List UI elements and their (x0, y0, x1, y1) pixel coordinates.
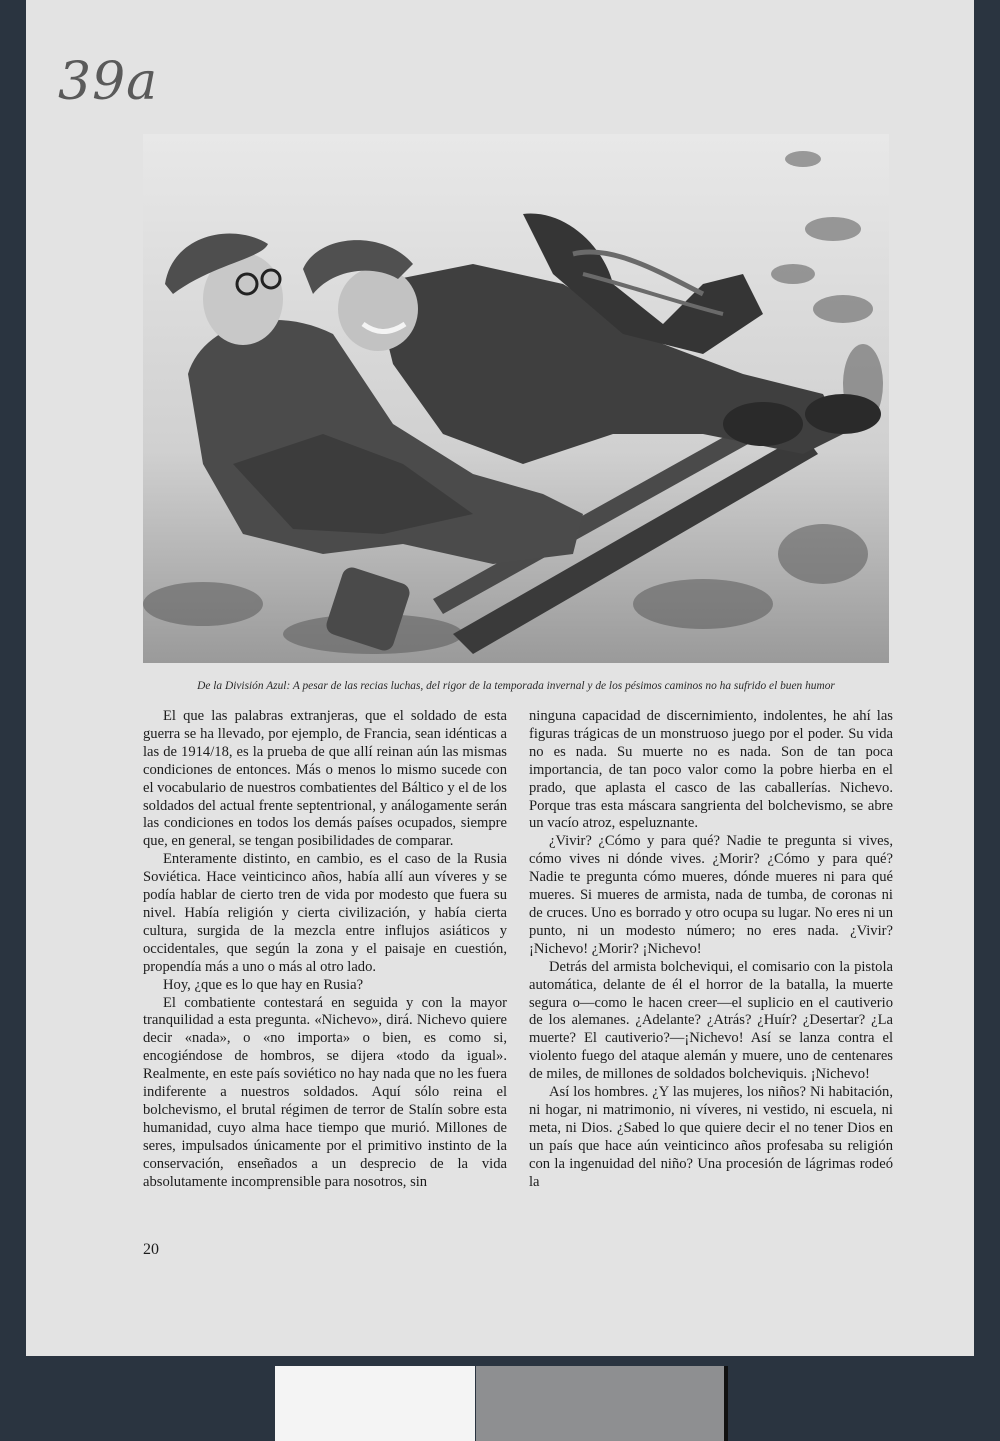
paragraph: El combatiente contestará en seguida y con la mayor tranquilidad a esta pregunta. «Nichevo», dirá. Nichevo quiere decir «nada», o «no importa» o bien, es como si, encogiéndose de hombros, se dijera «todo da igual». Realmente, en este país soviético no hay nada que no les fuera indiferente a nuestros soldados. Aquí sólo reina el bolchevismo, el brutal régimen de terror de Stalín sobre esta humanidad, cuyo alma hace tiempo que murió. Millones de seres, impulsados únicamente por el primitivo instinto de la conservación, enseñados a un desprecio de la vida absolutamente incomprensible para nosotros, sin (143, 994, 507, 1190)
paragraph: Enteramente distinto, en cambio, es el caso de la Rusia Soviética. Hace veinticinco años, había allí aun víveres y se podía hablar de cierto tren de vida por modesto que fuera su nivel. Había religión y cierta civilización, y había cierta cultura, surgida de la mezcla entre influjos asiáticos y occidentales, que según la zona y el paisaje en cuestión, propendía más a uno o más al otro lado. (143, 851, 507, 975)
paragraph: ninguna capacidad de discernimiento, indolentes, he ahí las figuras trágicas de un monstruoso juego por el poder. Su vida no es nada. Su muerte no es nada. Son de tan poca importancia, de tan poco valor como la pobre hierba en el prado, que aplasta el casco de las caballerías. Nichevo. Porque tras esta máscara sangrienta del bolchevismo, se abre un vacío atroz, espeluznante. (529, 708, 893, 832)
paragraph: Hoy, ¿que es lo que hay en Rusia? (163, 976, 364, 993)
calibration-strip-black (724, 1366, 728, 1441)
calibration-strip-gray (476, 1366, 724, 1441)
photo-soldiers-on-sled (143, 134, 889, 663)
paragraph: El que las palabras extranjeras, que el soldado de esta guerra se ha llevado, por ejemplo, de Francia, sean idénticas a las de 1914/18, es la prueba de que allí reinan aún las mismas condiciones de entonces. Más o menos lo mismo sucede con el vocabulario de nuestros combatientes del Báltico y el de los soldados del actual frente septentrional, y análogamente serán las condiciones en todos los demás países ocupados, siempre que, en general, se tengan posibilidades de comparar. (143, 708, 507, 850)
photo-caption: De la División Azul: A pesar de las recias luchas, del rigor de la temporada invernal y de los pésimos caminos no ha sufrido el buen humor (197, 680, 835, 692)
paragraph: Detrás del armista bolcheviqui, el comisario con la pistola automática, delante de él el horror de la batalla, la muerte segura o—como le hacen creer—el suplicio en el cautiverio de los alemanes. ¿Adelante? ¿Atrás? ¿Huír? ¿Desertar? ¿La muerte? El cautiverio?—¡Nichevo! Así se lanza contra el violento fuego del ataque alemán y muere, uno de centenares de miles, de millones de soldados bolcheviquis. ¡Nichevo! (529, 958, 893, 1083)
article-column-right (529, 708, 893, 1191)
paragraph: ¿Vivir? ¿Cómo y para qué? Nadie te pregunta si vives, cómo vives ni dónde vives. ¿Morir? ¿Cómo y para qué? Nadie te pregunta cómo mueres, dónde mueres ni para qué mueres. Si mueres de armista, nada de tumba, de coronas ni de cruces. Uno es borrado y otro ocupa su lugar. No eres ni un punto, ni un modesto número; no eres nada. ¿Vivir? ¡Nichevo! ¿Morir? ¡Nichevo! (529, 833, 893, 957)
handwritten-page-note: 39a (58, 52, 159, 112)
paragraph: Así los hombres. ¿Y las mujeres, los niños? Ni habitación, ni hogar, ni matrimonio, ni víveres, ni vestido, ni escuela, ni meta, ni Dios. ¿Sabed lo que quiere decir el no tener Dios en un país que hace aún veinticinco años profesaba su religión con la ingenuidad del niño? Una procesión de lágrimas rodeó la (529, 1084, 893, 1190)
photo (143, 134, 889, 663)
page-number: 20 (143, 1241, 159, 1258)
calibration-strip-white (275, 1366, 475, 1441)
article-column-left (143, 708, 507, 1191)
